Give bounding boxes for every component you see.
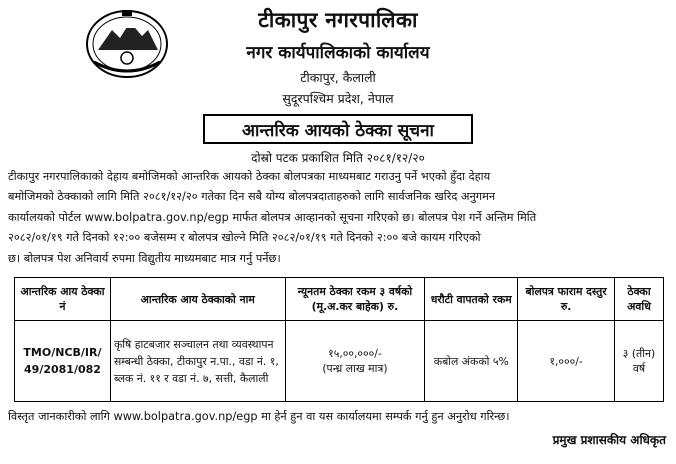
office-name: नगर कार्यपालिकाको कार्यालय [246,43,430,63]
published-date: दोस्रो पटक प्रकाशित मिति २०८१/१२/२० [251,151,425,165]
address-line-1: टीकापुर, कैलाली [300,70,376,85]
contract-code: TMO/NCB/IR/ 49/2081/082 [15,321,111,402]
notice-title: आन्तरिक आयको ठेक्का सूचना [203,114,473,144]
header-min-amount: न्यूनतम ठेक्का रकम ३ वर्षको (मू.अ.कर बाहेक) रु. [285,278,425,321]
address-line-2: सुदूरपश्चिम प्रदेश, नेपाल [282,91,394,106]
body-line: २०८२/०१/१९ गते दिनको १२:०० बजेसम्म र बोलपत्र खोल्ने मिति २०८२/०१/१९ गते दिनको २:०० बजे कायम गरिएको [8,231,481,245]
notice-body [8,167,666,269]
body-line: टीकापुर नगरपालिकाको देहाय बमोजिमको आन्तरिक आयको ठेक्का बोलपत्रका माध्यमबाट गराउनु पर्ने भएको हुँदा देहाय [8,170,491,183]
min-amount-words: (पन्ध्र लाख मात्र) [322,362,388,375]
org-name: टीकापुर नगरपालिका [258,8,418,32]
header-duration: ठेक्का अवधि [615,278,664,321]
contract-name: कृषि हाटबजार सञ्चालन तथा व्यवस्थापन सम्बन्धी ठेक्का, टीकापुर न.पा., वडा नं. १, ब्लक नं. ११ र वडा नं. ७, सत्ती, कैलाली [110,321,285,402]
body-line: छ। बोलपत्र पेश अनिवार्य रुपमा विद्युतीय माध्यमबाट मात्र गर्नु पर्नेछ। [8,251,281,265]
body-line: कार्यालयको पोर्टल www.bolpatra.gov.np/egp मार्फत बोलपत्र आव्हानको सूचना गरिएको छ। बोलपत्र पेश गर्ने अन्तिम मिति [8,210,537,224]
header-deposit: धरौटी वापतको रकम [425,278,518,321]
min-amount: १५,००,०००/- [328,347,382,360]
signer-title: प्रमुख प्रशासकीय अधिकृत [552,433,666,447]
min-amount-cell [285,321,425,402]
table-header-row [15,278,664,321]
table-row [15,321,664,402]
duration: ३ (तीन) वर्ष [615,321,664,402]
header-form-fee: बोलपत्र फाराम दस्तुर रु. [518,278,615,321]
header-contract-no: आन्तरिक आय ठेक्का नं [15,278,111,321]
footer-info: विस्तृत जानकारीको लागि www.bolpatra.gov.np/egp मा हेर्न हुन वा यस कार्यालयमा सम्पर्क गर्नु हुन अनुरोध गरिन्छ। [8,410,510,423]
body-line: बमोजिमको ठेक्काको लागि मिति २०८१/१२/२० गतेका दिन सबै योग्य बोलपत्रदाताहरुको लागि सार्वजनिक खरिद अनुगमन [8,190,496,204]
header-contract-name: आन्तरिक आय ठेक्काको नाम [110,278,285,321]
deposit: कबोल अंकको ५% [425,321,518,402]
form-fee: १,०००/- [518,321,615,402]
contract-table [14,277,664,402]
